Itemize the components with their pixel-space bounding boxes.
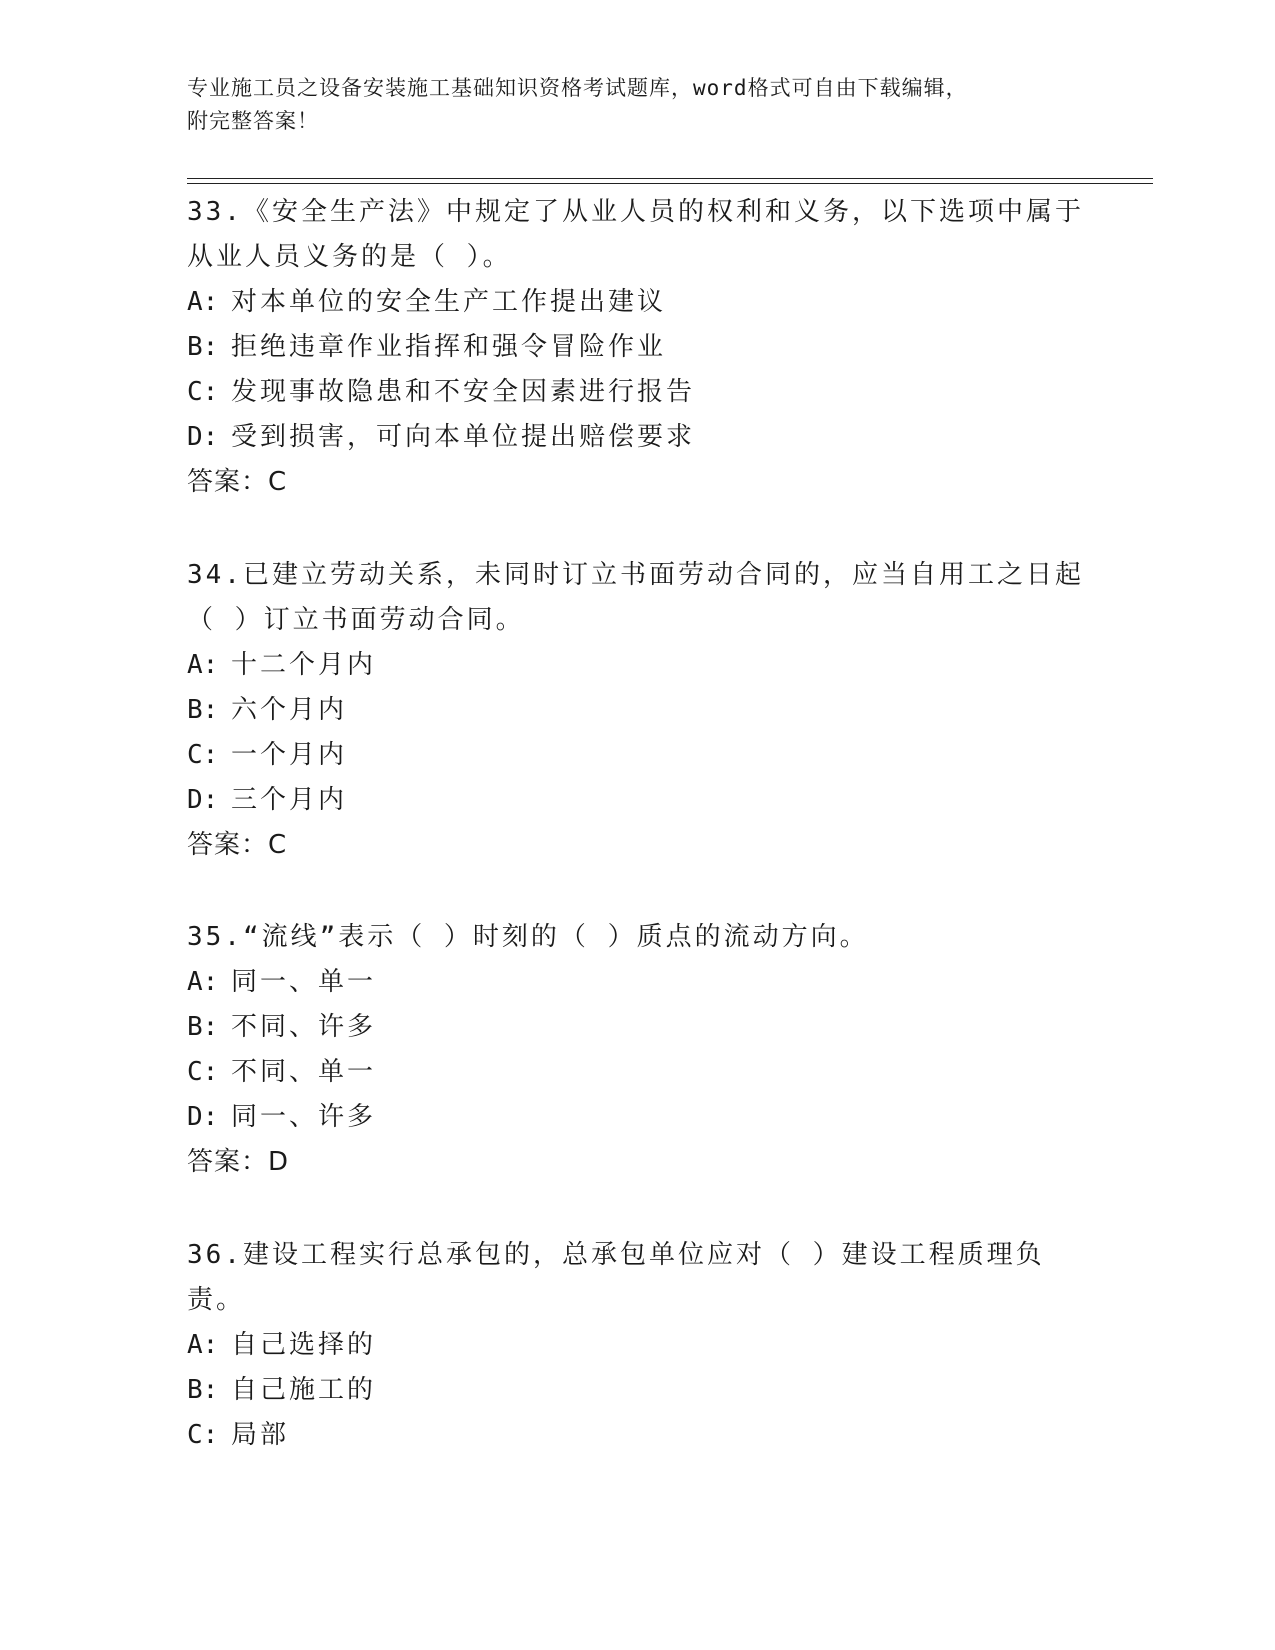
option-letter: D: [187,1102,219,1132]
answer-line: 答案：D [187,1147,290,1177]
option-text: 十二个月内 [231,650,377,680]
option-c [187,1050,1087,1095]
header-divider-top [187,178,1153,179]
option-a [187,1323,1087,1368]
header-line-1: 专业施工员之设备安装施工基础知识资格考试题库，word格式可自由下载编辑， [187,76,968,100]
option-a [187,280,1087,325]
option-text: 三个月内 [231,785,348,815]
question-33 [187,190,1087,505]
question-stem: 36.建设工程实行总承包的，总承包单位应对（ ）建设工程质理负责。 [187,1240,1045,1315]
option-text: 六个月内 [231,695,348,725]
option-letter: B: [187,1012,219,1042]
option-letter: C: [187,377,219,407]
option-text: 局部 [231,1420,290,1450]
option-letter: D: [187,785,219,815]
option-letter: C: [187,740,219,770]
option-b [187,1005,1087,1050]
option-text: 拒绝违章作业指挥和强令冒险作业 [231,332,667,362]
header-divider-bottom [187,183,1153,184]
option-letter: A: [187,967,219,997]
option-c [187,1413,1087,1458]
option-d [187,778,1087,823]
option-text: 同一、许多 [231,1102,377,1132]
option-c [187,370,1087,415]
option-b [187,325,1087,370]
option-letter: B: [187,695,219,725]
option-d [187,415,1087,460]
question-stem: 33.《安全生产法》中规定了从业人员的权利和义务，以下选项中属于从业人员义务的是（ ）。 [187,197,1084,272]
option-text: 同一、单一 [231,967,377,997]
option-c [187,733,1087,778]
option-letter: A: [187,650,219,680]
answer-line: 答案：C [187,467,288,497]
option-text: 自己选择的 [231,1330,377,1360]
option-text: 受到损害，可向本单位提出赔偿要求 [231,422,696,452]
option-text: 一个月内 [231,740,348,770]
option-d [187,1095,1087,1140]
option-letter: B: [187,332,219,362]
option-b [187,1368,1087,1413]
option-text: 自己施工的 [231,1375,377,1405]
option-b [187,688,1087,733]
option-text: 不同、单一 [231,1057,377,1087]
header-line-2: 附完整答案！ [187,109,319,133]
answer-line: 答案：C [187,830,288,860]
option-letter: A: [187,1330,219,1360]
option-letter: A: [187,287,219,317]
option-a [187,643,1087,688]
option-a [187,960,1087,1005]
question-34 [187,553,1087,868]
option-letter: D: [187,422,219,452]
question-36 [187,1233,1087,1458]
document-header [187,72,1087,138]
option-letter: B: [187,1375,219,1405]
option-text: 不同、许多 [231,1012,377,1042]
question-35 [187,915,1087,1185]
option-letter: C: [187,1057,219,1087]
question-stem: 35.“流线”表示（ ）时刻的（ ）质点的流动方向。 [187,922,869,952]
option-text: 对本单位的安全生产工作提出建议 [231,287,667,317]
option-letter: C: [187,1420,219,1450]
question-stem: 34.已建立劳动关系，未同时订立书面劳动合同的，应当自用工之日起（ ）订立书面劳动合同。 [187,560,1084,635]
option-text: 发现事故隐患和不安全因素进行报告 [231,377,696,407]
